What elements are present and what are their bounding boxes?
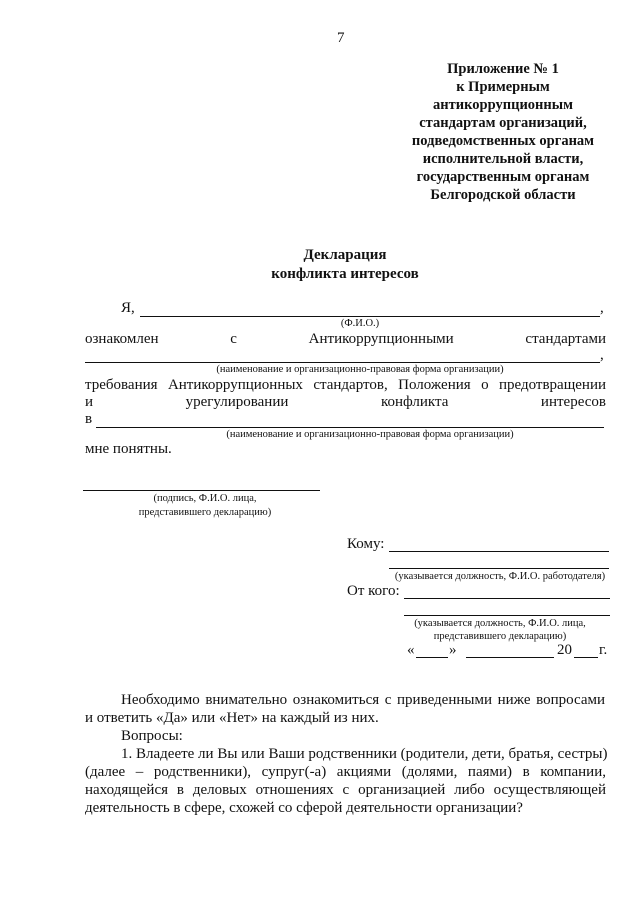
to-caption: (указывается должность, Ф.И.О. работодателя) [394, 571, 606, 582]
appendix-line: исполнительной власти, [422, 151, 584, 167]
from-caption-line: (указывается должность, Ф.И.О. лица, [414, 618, 586, 629]
question-1-line-1: 1. Владеете ли Вы или Ваши родственники (родители, дети, братья, сестры) [121, 746, 608, 762]
comma: , [600, 300, 604, 316]
ya-label: Я, [121, 300, 135, 316]
word: конфликта [380, 394, 449, 410]
to-field-1[interactable] [389, 551, 609, 552]
appendix-line: государственным органам [416, 169, 590, 185]
appendix-line: антикоррупционным [433, 97, 573, 113]
appendix-line: стандартам организаций, [419, 115, 587, 131]
from-field-2[interactable] [404, 615, 610, 616]
appendix-line: подведомственных органам [411, 133, 595, 149]
appendix-line: к Примерным [456, 79, 550, 95]
from-field-1[interactable] [404, 598, 610, 599]
acknowledge-line [85, 331, 606, 348]
date-year-prefix: 20 [557, 642, 572, 658]
intro-line-1: Необходимо внимательно ознакомиться с приведенными ниже вопросами [121, 692, 605, 708]
intro-line-2: и ответить «Да» или «Нет» на каждый из них. [85, 710, 379, 726]
understood-text: мне понятны. [85, 441, 172, 457]
organization-field-1[interactable] [85, 362, 600, 363]
word: Антикоррупционными [308, 331, 454, 347]
question-1-line-3: находящейся в деловых отношениях с организацией либо осуществляющей [85, 782, 606, 798]
fio-field[interactable] [140, 316, 600, 317]
date-close-quote: » [449, 642, 457, 658]
appendix-line: Приложение № 1 [447, 61, 559, 77]
org-caption-2: (наименование и организационно-правовая форма организации) [226, 429, 514, 440]
word: ознакомлен [85, 331, 159, 347]
date-year-suffix: г. [599, 642, 608, 658]
from-caption-line: представившего декларацию) [433, 631, 567, 642]
title-line-2: конфликта интересов [271, 266, 419, 282]
date-open-quote: « [407, 642, 415, 658]
to-field-2[interactable] [389, 568, 609, 569]
signature-field[interactable] [83, 490, 320, 491]
fio-caption: (Ф.И.О.) [340, 318, 380, 329]
requirements-line: требования Антикоррупционных стандартов, Положения о предотвращении [85, 377, 606, 393]
signature-caption-line: (подпись, Ф.И.О. лица, [153, 493, 257, 504]
from-label: От кого: [347, 583, 400, 599]
org-caption-1: (наименование и организационно-правовая форма организации) [216, 364, 504, 375]
title-line-1: Декларация [303, 247, 387, 263]
signature-caption [100, 492, 310, 520]
signature-caption-line: представившего декларацию) [138, 507, 272, 518]
word: интересов [540, 394, 606, 410]
word: стандартами [525, 331, 606, 347]
requirements-line-2 [85, 394, 606, 411]
to-label: Кому: [347, 536, 385, 552]
date-day-field[interactable] [416, 657, 448, 658]
question-1-line-2: (далее – родственники), супруг(-а) акциями (долями, паями) в компании, [85, 764, 606, 780]
from-caption [385, 617, 615, 643]
date-month-field[interactable] [466, 657, 554, 658]
page-number: 7 [337, 30, 345, 46]
comma: , [600, 347, 604, 363]
appendix-block [388, 60, 618, 204]
document-title [200, 246, 490, 284]
word: с [230, 331, 237, 347]
date-year-field[interactable] [574, 657, 598, 658]
organization-field-2[interactable] [96, 427, 604, 428]
questions-label: Вопросы: [121, 728, 183, 744]
word: урегулировании [185, 394, 289, 410]
appendix-line: Белгородской области [430, 187, 576, 203]
question-1-line-4: деятельность в сфере, схожей со сферой деятельности организации? [85, 800, 523, 816]
word: и [85, 394, 94, 410]
v-prefix: в [85, 411, 93, 427]
